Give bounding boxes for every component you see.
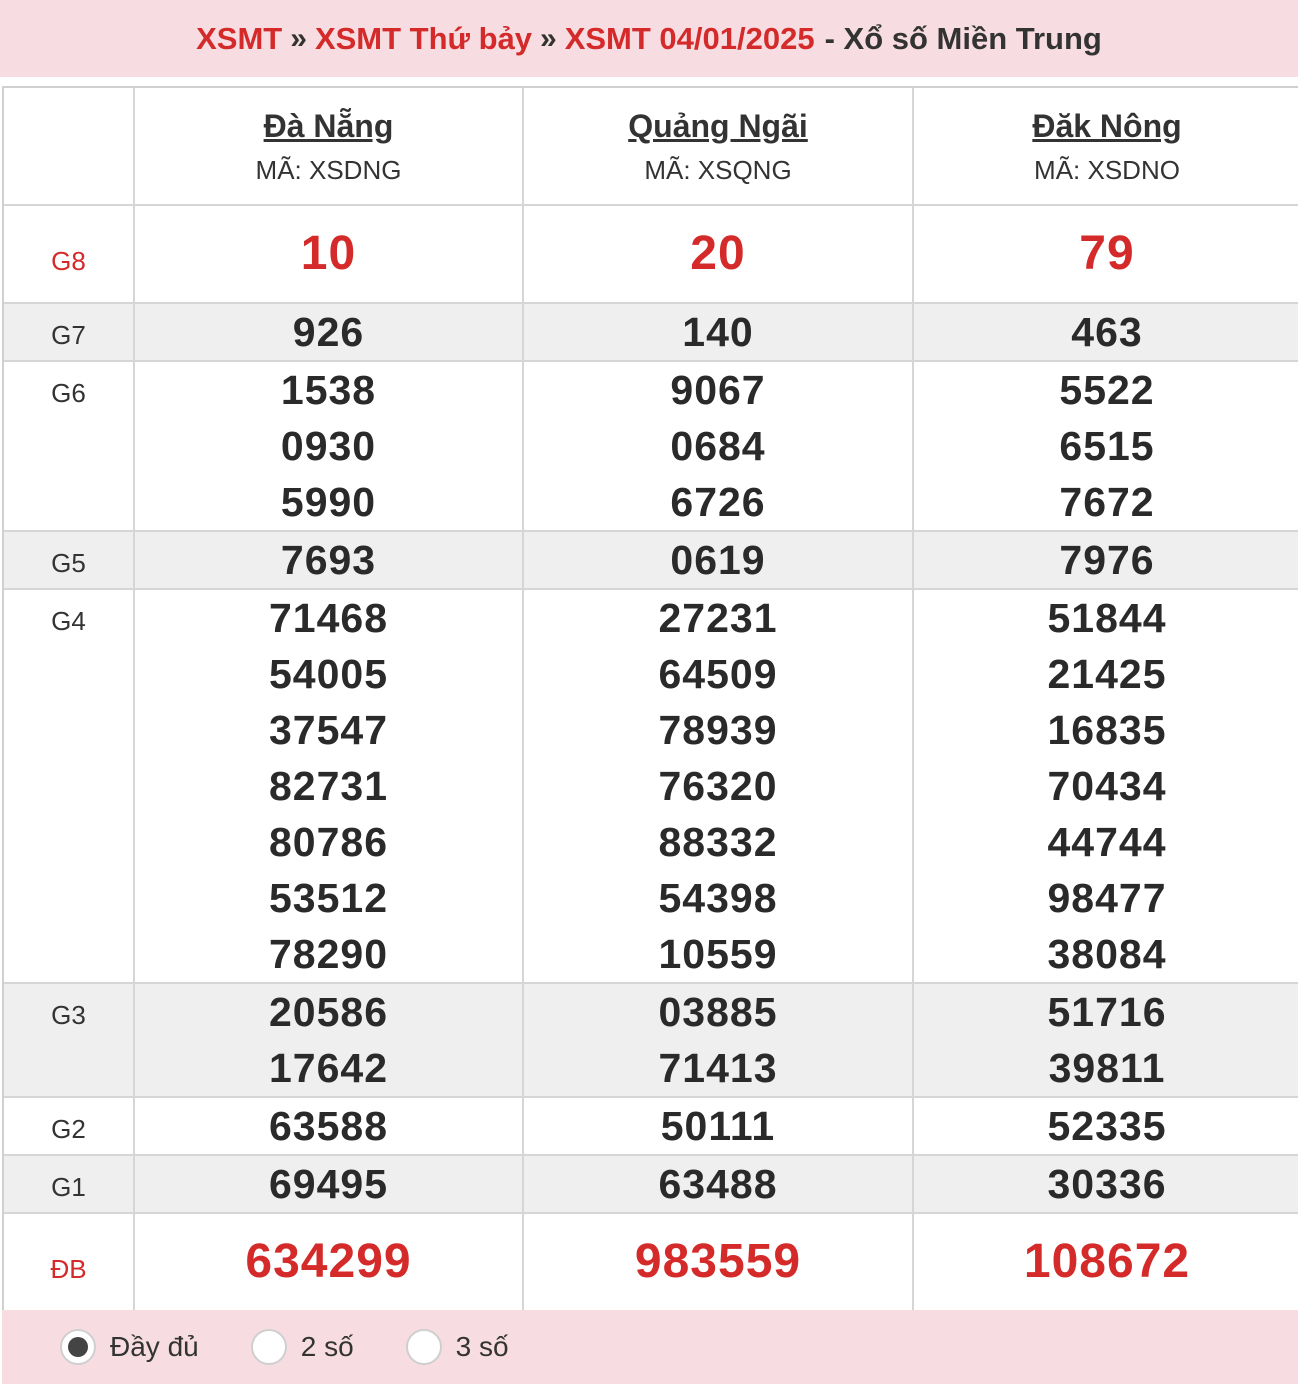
prize-number: 78290 [268,931,388,977]
prize-cell [134,983,523,1097]
prize-number: 64509 [658,651,778,697]
province-code: MÃ: XSDNO [1034,155,1180,185]
prize-number: 926 [292,309,365,355]
prize-number: 71413 [658,1045,778,1091]
province-code: MÃ: XSDNG [255,155,402,185]
prize-cell [134,1097,523,1155]
prize-row-g3 [4,983,1298,1097]
prize-cell [523,361,913,531]
prize-label: G8 [4,205,134,303]
prize-number: 140 [682,309,754,355]
prize-number: 6726 [670,479,766,525]
prize-cell [134,589,523,983]
prize-cell [913,589,1298,983]
prize-number: 53512 [268,875,388,921]
breadcrumb-link-date[interactable]: XSMT 04/01/2025 [564,20,815,56]
prize-number: 69495 [268,1161,388,1207]
prize-number: 463 [1071,309,1143,355]
prize-cell [523,1213,913,1311]
prize-cell [134,1213,523,1311]
prize-cell [523,1155,913,1213]
prize-cell [134,1155,523,1213]
prize-cell [523,983,913,1097]
prize-cell [134,205,523,303]
prize-number: 10 [300,227,357,280]
table-header-row [4,88,1298,205]
prize-cell [523,1097,913,1155]
province-link-dak-nong[interactable]: Đăk Nông [1032,108,1182,144]
prize-number: 7976 [1059,537,1155,583]
prize-number: 03885 [658,989,778,1035]
page-title: - Xổ số Miền Trung [824,20,1102,56]
prize-label: G4 [4,589,134,983]
prize-number: 88332 [658,819,778,865]
prize-number: 0930 [280,423,377,469]
results-table-frame [2,86,1298,1312]
radio-three-digits[interactable] [406,1329,442,1365]
prize-cell [913,1155,1298,1213]
prize-cell [913,1097,1298,1155]
prize-row-g1 [4,1155,1298,1213]
prize-label: G5 [4,531,134,589]
prize-row-g5 [4,531,1298,589]
breadcrumb [0,0,1298,77]
prize-number: 108672 [1023,1235,1191,1288]
prize-number: 10559 [658,931,778,977]
prize-number: 76320 [658,763,778,809]
prize-cell [913,205,1298,303]
prize-label: G2 [4,1097,134,1155]
prize-number: 7693 [280,537,377,583]
option-three-label: 3 số [455,1331,509,1362]
prize-cell [913,1213,1298,1311]
prize-number: 0684 [670,423,766,469]
prize-number: 82731 [268,763,388,809]
option-two-digits[interactable] [251,1329,354,1365]
option-three-digits[interactable] [406,1329,509,1365]
prize-number: 54398 [658,875,778,921]
prize-number: 51716 [1047,989,1167,1035]
prize-number: 9067 [670,367,766,413]
prize-number: 5522 [1059,367,1155,413]
breadcrumb-separator: » [290,21,307,55]
prize-number: 78939 [658,707,778,753]
prize-number: 80786 [268,819,388,865]
prize-number: 1538 [280,367,377,413]
prize-row-db [4,1213,1298,1311]
prize-number: 27231 [658,595,778,641]
radio-two-digits[interactable] [251,1329,287,1365]
prize-row-g6 [4,361,1298,531]
option-full[interactable] [60,1329,199,1365]
prize-row-g4 [4,589,1298,983]
prize-number: 0619 [670,537,766,583]
prize-cell [134,361,523,531]
prize-number: 983559 [634,1235,802,1288]
prize-row-g2 [4,1097,1298,1155]
display-options [2,1310,1298,1384]
radio-full[interactable] [60,1329,96,1365]
option-two-label: 2 số [300,1331,354,1362]
prize-number: 5990 [280,479,377,525]
prize-number: 7672 [1059,479,1155,525]
prize-number: 20586 [268,989,388,1035]
prize-number: 71468 [268,595,388,641]
prize-label: G6 [4,361,134,531]
prize-number: 50111 [660,1103,776,1149]
results-table [4,88,1298,1312]
prize-number: 634299 [245,1235,412,1288]
prize-label: ĐB [4,1213,134,1311]
prize-cell [523,531,913,589]
breadcrumb-link-saturday[interactable]: XSMT Thứ bảy [314,20,533,56]
province-header [523,88,913,205]
prize-number: 17642 [268,1045,388,1091]
header-blank-cell [4,88,134,205]
province-link-da-nang[interactable]: Đà Nẵng [263,108,394,144]
prize-number: 44744 [1047,819,1167,865]
prize-row-g7 [4,303,1298,361]
prize-cell [134,531,523,589]
prize-cell [913,531,1298,589]
prize-number: 16835 [1047,707,1167,753]
province-header [913,88,1298,205]
prize-number: 51844 [1047,595,1167,641]
province-code: MÃ: XSQNG [644,155,792,185]
prize-cell [523,205,913,303]
prize-label: G7 [4,303,134,361]
prize-rows [4,205,1298,1311]
prize-number: 63488 [658,1161,778,1207]
breadcrumb-separator: » [540,21,557,55]
prize-cell [913,361,1298,531]
prize-label: G3 [4,983,134,1097]
prize-number: 79 [1079,227,1135,280]
prize-cell [134,303,523,361]
prize-number: 21425 [1047,651,1167,697]
province-header [134,88,523,205]
prize-number: 39811 [1048,1045,1166,1091]
prize-number: 37547 [268,707,388,753]
prize-number: 38084 [1047,931,1167,977]
prize-number: 63588 [268,1103,388,1149]
prize-number: 6515 [1059,423,1155,469]
option-full-label: Đầy đủ [110,1331,199,1362]
prize-number: 98477 [1047,875,1167,921]
prize-cell [523,589,913,983]
breadcrumb-link-xsmt[interactable]: XSMT [196,20,283,56]
province-link-quang-ngai[interactable]: Quảng Ngãi [628,108,808,144]
prize-cell [523,303,913,361]
prize-number: 20 [690,227,746,280]
prize-cell [913,303,1298,361]
prize-number: 54005 [268,651,388,697]
prize-number: 70434 [1047,763,1167,809]
prize-cell [913,983,1298,1097]
prize-number: 52335 [1047,1103,1167,1149]
prize-number: 30336 [1047,1161,1167,1207]
prize-label: G1 [4,1155,134,1213]
prize-row-g8 [4,205,1298,303]
